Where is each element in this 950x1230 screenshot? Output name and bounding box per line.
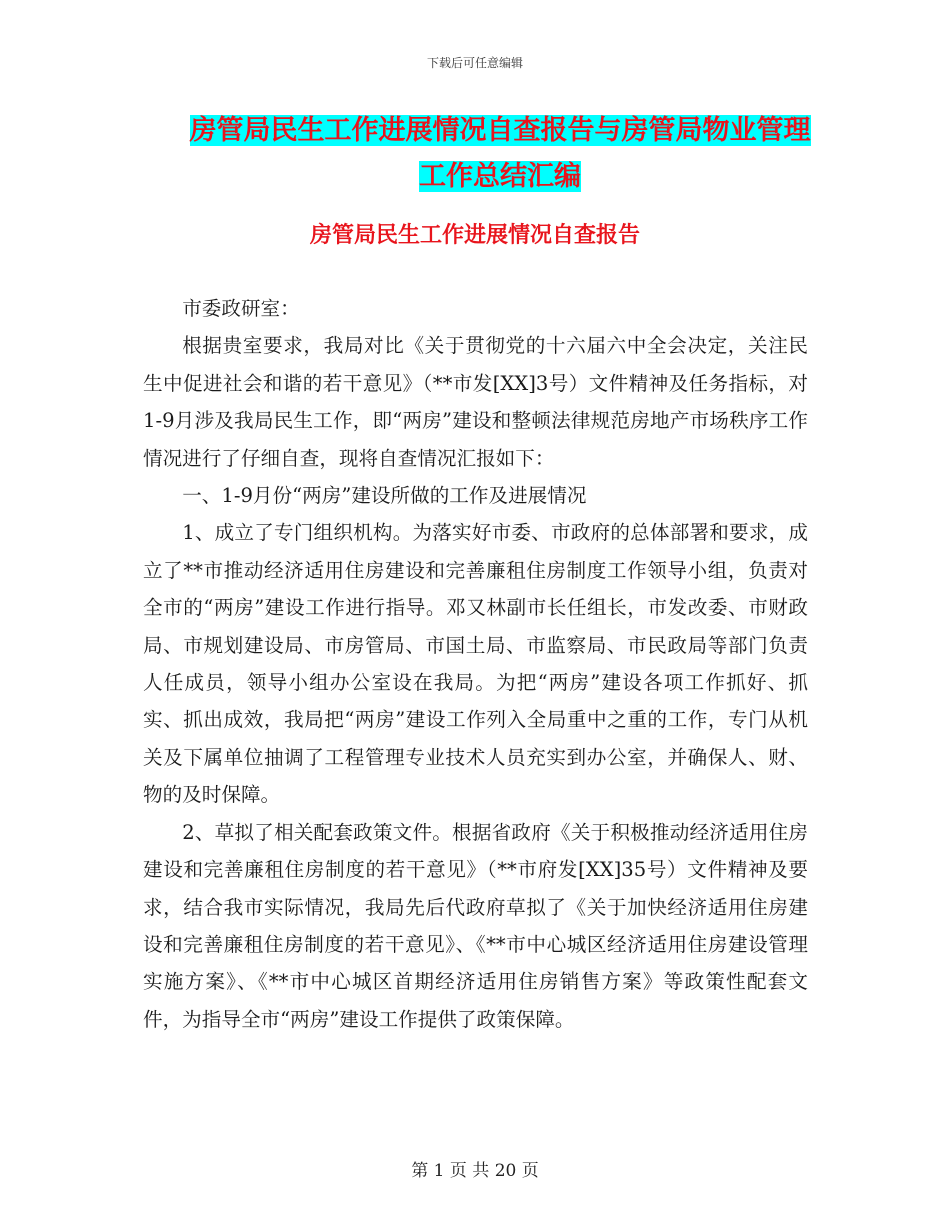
paragraph-intro: 根据贵室要求，我局对比《关于贯彻党的十六届六中全会决定，关注民生中促进社会和谐的若干意见》（**市发[XX]3号）文件精神及任务指标，对1-9月涉及我局民生工作，即“两房”建设和整顿法律规范房地产市场秩序工作情况进行了仔细自查，现将自查情况汇报如下：: [143, 334, 808, 470]
main-title-line1: 房管局民生工作进展情况自查报告与房管局物业管理: [189, 115, 811, 146]
main-title: [150, 108, 850, 200]
header-note: 下载后可任意编辑: [426, 56, 523, 70]
page-footer: 第 1 页 共 20 页: [411, 1161, 539, 1181]
document-body: [143, 290, 808, 1038]
section-heading-1: 一、1-9月份“两房”建设所做的工作及进展情况: [182, 484, 587, 508]
sub-title: 房管局民生工作进展情况自查报告: [309, 223, 640, 248]
salutation: 市委政研室：: [182, 297, 300, 320]
paragraph-organization: 1、成立了专门组织机构。为落实好市委、市政府的总体部署和要求，成立了**市推动经济适用住房建设和完善廉租住房制度工作领导小组，负责对全市的“两房”建设工作进行指导。邓又林副市长任组长，市发改委、市财政局、市规划建设局、市房管局、市国土局、市监察局、市民政局等部门负责人任成员，领导小组办公室设在我局。为把“两房”建设各项工作抓好、抓实、抓出成效，我局把“两房”建设工作列入全局重中之重的工作，专门从机关及下属单位抽调了工程管理专业技术人员充实到办公室，并确保人、财、物的及时保障。: [143, 521, 808, 807]
paragraph-policy: 2、草拟了相关配套政策文件。根据省政府《关于积极推动经济适用住房建设和完善廉租住房制度的若干意见》（**市府发[XX]35号）文件精神及要求，结合我市实际情况，我局先后代政府草拟了《关于加快经济适用住房建设和完善廉租住房制度的若干意见》、《**市中心城区经济适用住房建设管理实施方案》、《**市中心城区首期经济适用住房销售方案》等政策性配套文件，为指导全市“两房”建设工作提供了政策保障。: [143, 820, 808, 1031]
main-title-line2: 工作总结汇编: [419, 161, 581, 192]
